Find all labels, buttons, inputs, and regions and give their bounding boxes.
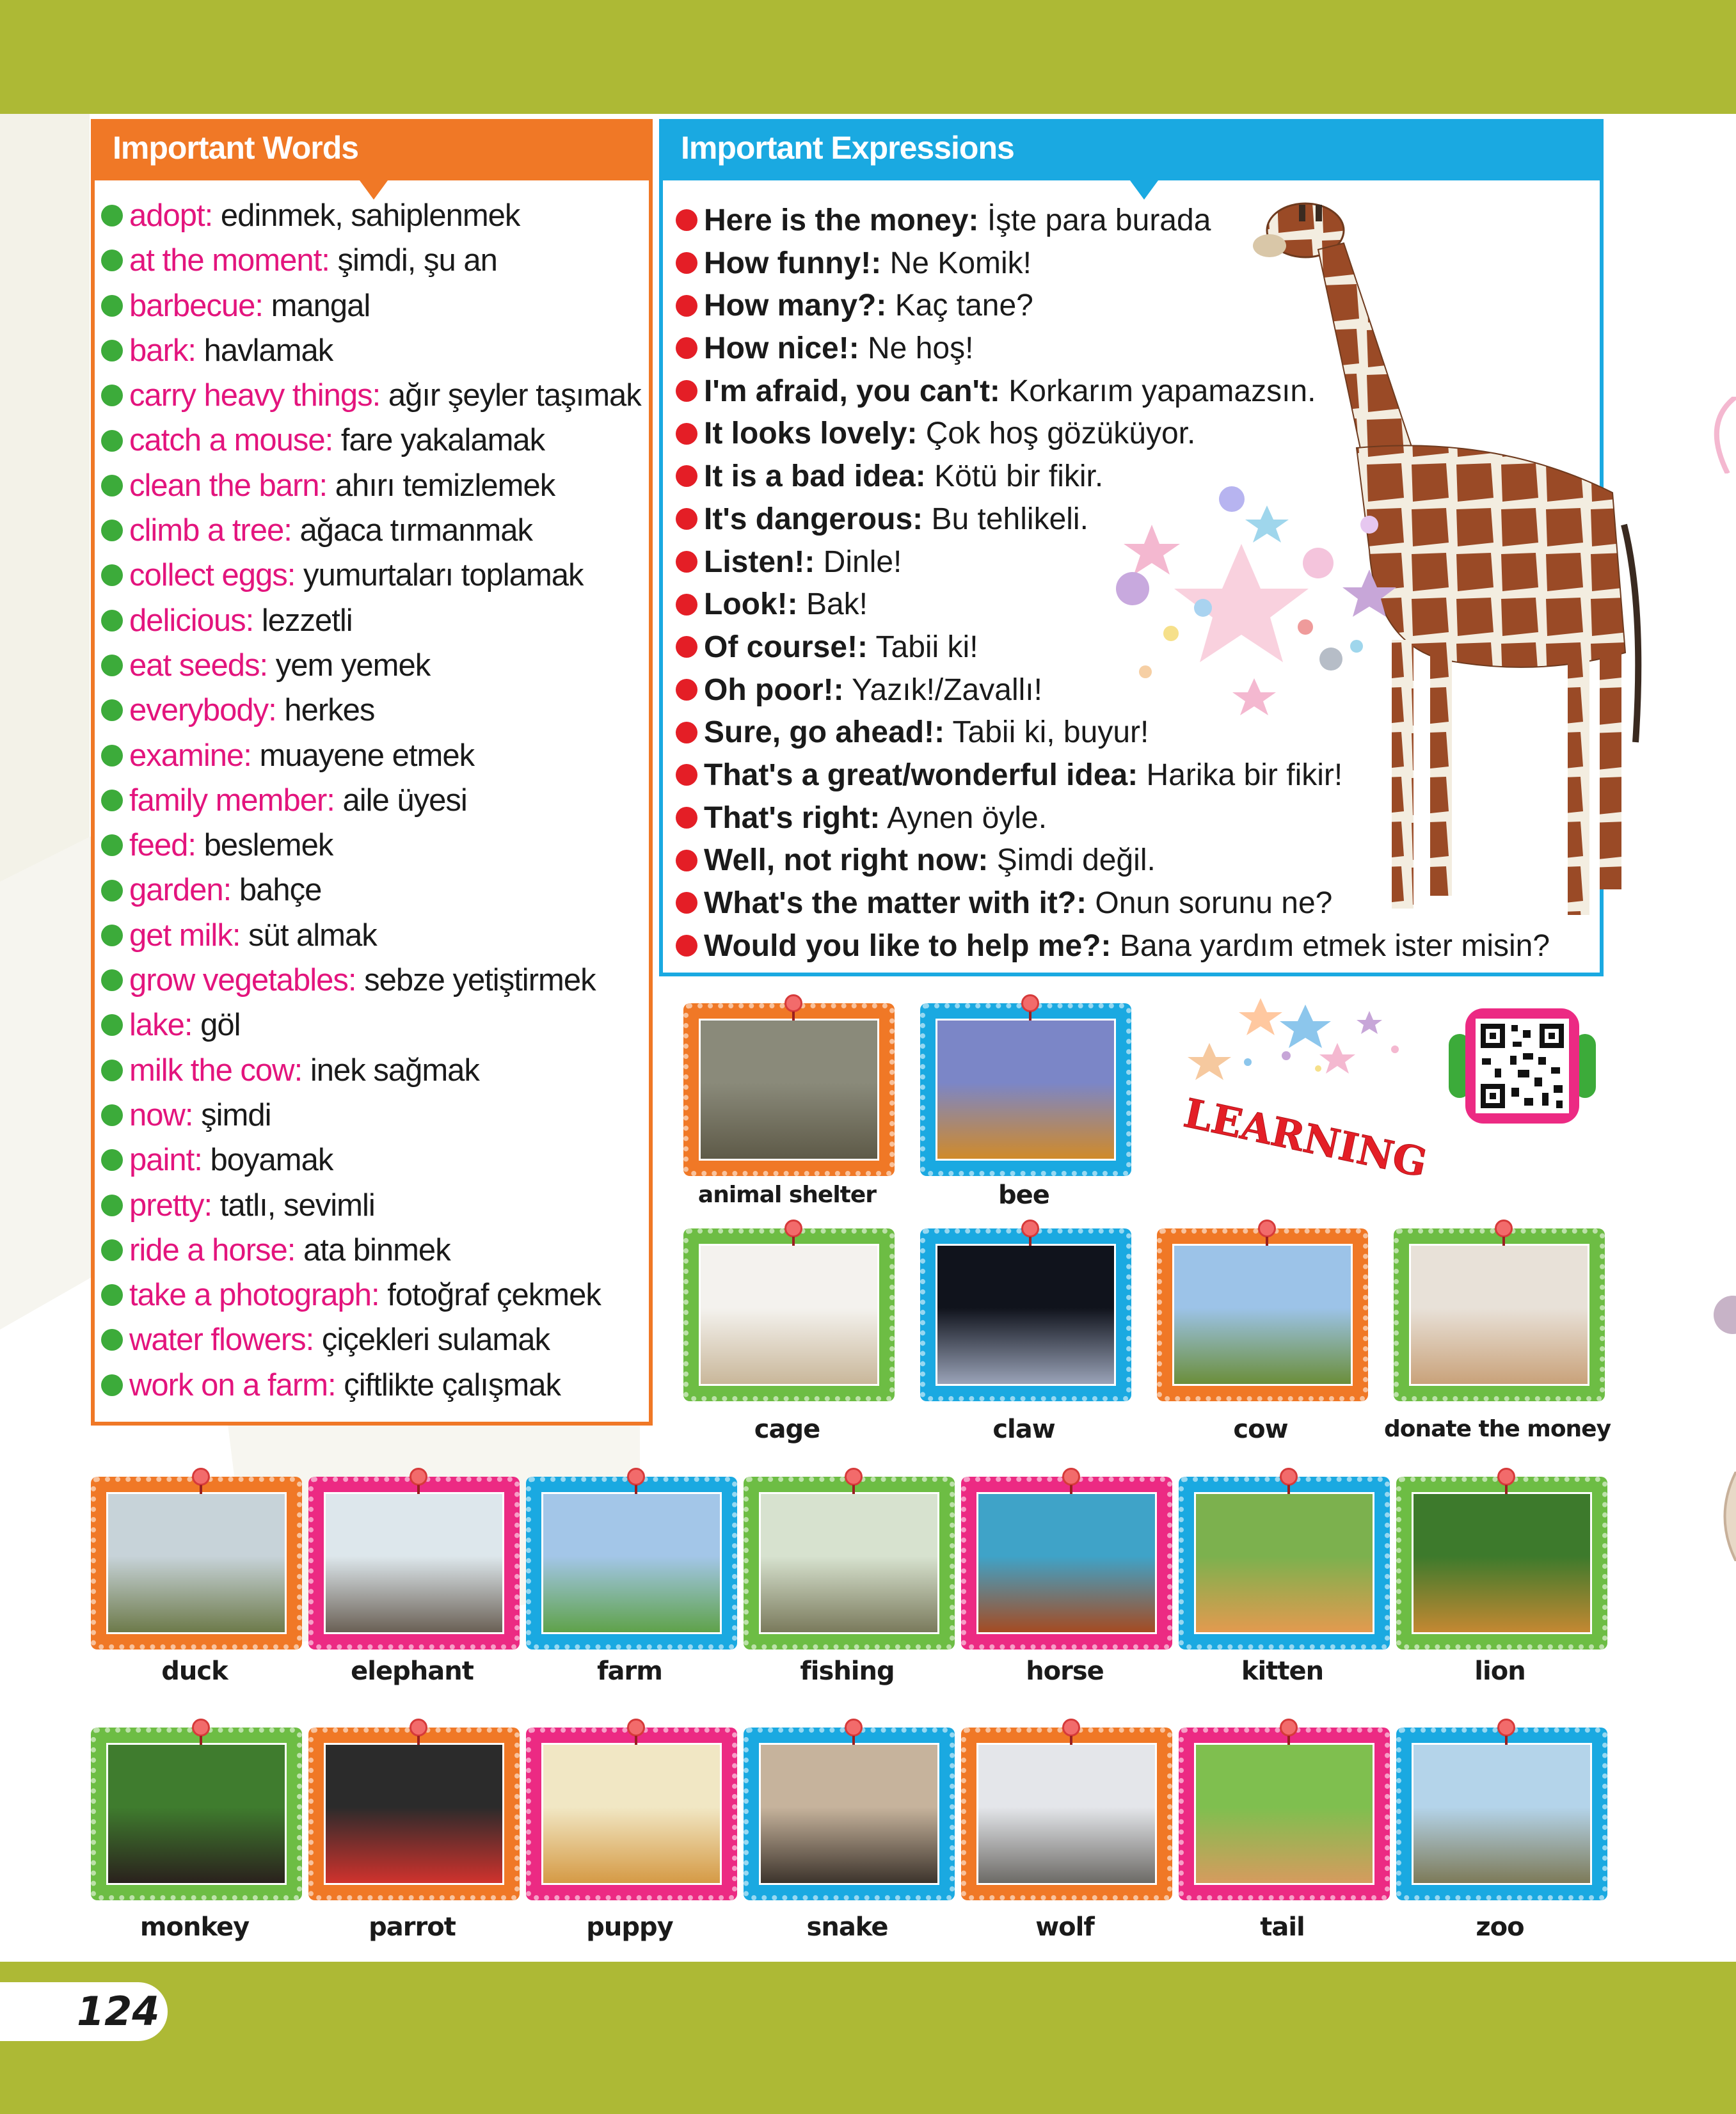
bullet-green-icon [101,1195,123,1216]
expression-meaning: Bu tehlikeli. [931,502,1088,536]
picture-card [1179,1477,1390,1649]
card-label: elephant [351,1657,474,1686]
picture-card [308,1477,520,1649]
picture-card [308,1728,520,1900]
qr-code[interactable] [1449,1008,1596,1124]
word-row [101,1317,651,1362]
word-meaning: ağaca tırmanmak [299,513,533,548]
bullet-green-icon [101,699,123,721]
word-row [101,688,651,733]
pushpin-icon [784,994,802,1012]
word-meaning: çiçekleri sulamak [321,1323,550,1358]
word-term: family member: [129,783,335,818]
word-term: take a photograph: [129,1278,379,1313]
learning-decoration [1139,985,1459,1190]
expression-meaning: Bana yardım etmek ister misin? [1119,928,1550,963]
word-meaning: şimdi, şu an [337,243,497,278]
pushpin-icon [1062,1719,1080,1736]
picture-card [1396,1728,1607,1900]
word-term: carry heavy things: [129,378,381,413]
word-meaning: muayene etmek [259,738,475,773]
card-photo [976,1492,1157,1634]
bullet-green-icon [101,1014,123,1036]
pushpin-icon [1258,1220,1276,1237]
word-term: clean the barn: [129,468,328,503]
word-meaning: sebze yetiştirmek [364,963,596,998]
expression-term: How funny!: [704,246,882,280]
expression-term: Would you like to help me?: [704,928,1111,963]
bullet-red-icon [676,722,697,743]
pushpin-icon [192,1468,210,1486]
expression-term: How many?: [704,289,887,323]
word-term: adopt: [129,198,213,233]
expression-meaning: Ne Komik! [889,246,1031,280]
bullet-green-icon [101,430,123,452]
card-label: tail [1260,1912,1305,1942]
bullet-red-icon [676,892,697,914]
word-row [101,463,651,508]
bullet-red-icon [676,935,697,957]
pushpin-icon [845,1719,863,1736]
important-words-list [101,193,651,1408]
bullet-green-icon [101,1104,123,1126]
bullet-red-icon [676,465,697,487]
bullet-red-icon [676,764,697,786]
picture-card [1179,1728,1390,1900]
bullet-red-icon [676,807,697,829]
word-row [101,238,651,283]
card-label: cage [754,1415,820,1444]
side-decoration-middle [1707,1286,1736,1344]
pushpin-icon [1497,1468,1515,1486]
word-term: bark: [129,333,196,368]
bullet-red-icon [676,679,697,701]
expression-meaning: Kaç tane? [895,289,1033,323]
bullet-green-icon [101,880,123,902]
pushpin-icon [410,1719,427,1736]
pushpin-icon [845,1468,863,1486]
expression-term: Here is the money: [704,203,979,237]
expression-meaning: Dinle! [823,544,902,579]
card-photo [759,1743,939,1885]
word-term: feed: [129,828,196,863]
word-term: garden: [129,873,232,908]
bullet-green-icon [101,925,123,946]
bullet-green-icon [101,834,123,856]
card-label: snake [806,1912,888,1942]
bottom-band [0,1962,1736,2114]
pushpin-icon [1062,1468,1080,1486]
word-meaning: beslemek [203,828,333,863]
pushpin-icon [784,1220,802,1237]
pushpin-icon [410,1468,427,1486]
learning-text: LEARNING [1180,1089,1431,1187]
card-label: puppy [586,1912,673,1942]
card-label: horse [1026,1657,1104,1686]
word-row [101,733,651,778]
expression-meaning: Kötü bir fikir. [934,459,1104,494]
bullet-green-icon [101,610,123,632]
card-label: monkey [139,1912,250,1942]
picture-card [920,1228,1131,1401]
picture-card [744,1728,955,1900]
card-label: animal shelter [697,1182,877,1208]
card-label: parrot [369,1912,456,1942]
bullet-green-icon [101,1374,123,1396]
card-photo [936,1019,1116,1161]
expression-term: It looks lovely: [704,417,918,451]
pushpin-icon [627,1719,645,1736]
bullet-red-icon [676,850,697,871]
bullet-green-icon [101,1284,123,1306]
word-meaning: lezzetli [261,603,353,638]
bullet-red-icon [676,594,697,616]
important-words-title: Important Words [113,130,359,166]
expression-meaning: Çok hoş gözüküyor. [925,417,1196,451]
expression-meaning: Aynen öyle. [887,800,1047,835]
word-meaning: bahçe [239,873,322,908]
card-label: fishing [800,1657,895,1686]
bullet-green-icon [101,745,123,767]
side-decoration-bottom [1714,1472,1736,1561]
bullet-red-icon [676,380,697,402]
expression-meaning: Harika bir fikir! [1146,758,1343,792]
bullet-red-icon [676,337,697,359]
word-meaning: göl [200,1008,241,1043]
word-meaning: mangal [271,288,370,323]
important-words-header [91,119,653,180]
word-row [101,1273,651,1317]
word-meaning: yem yemek [275,648,431,683]
bullet-green-icon [101,1329,123,1351]
pushpin-icon [1280,1468,1298,1486]
word-term: get milk: [129,918,241,953]
bullet-red-icon [676,295,697,317]
bullet-red-icon [676,508,697,530]
expression-row [676,925,1597,968]
picture-card [683,1228,895,1401]
card-photo [1194,1743,1374,1885]
card-label: donate the money [1383,1416,1611,1442]
word-meaning: yumurtaları toplamak [303,558,584,593]
bullet-green-icon [101,475,123,497]
picture-card [1396,1477,1607,1649]
bullet-green-icon [101,1149,123,1171]
word-row [101,1228,651,1273]
word-meaning: fotoğraf çekmek [387,1278,601,1313]
card-photo [541,1743,722,1885]
word-row [101,823,651,868]
bullet-green-icon [101,790,123,811]
page-number: 124 [77,1988,160,2035]
expression-meaning: Ne hoş! [868,331,974,366]
pushpin-icon [1495,1220,1513,1237]
word-term: ride a horse: [129,1232,296,1268]
side-decoration-top [1702,397,1736,473]
expression-term: It's dangerous: [704,502,923,536]
picture-card [1157,1228,1368,1401]
expression-meaning: Yazık!/Zavallı! [852,672,1042,707]
pushpin-icon [1497,1719,1515,1736]
top-band [0,0,1736,114]
word-term: delicious: [129,603,254,638]
card-photo [541,1492,722,1634]
bullet-green-icon [101,1239,123,1261]
card-photo [324,1743,504,1885]
card-label: lion [1474,1657,1525,1686]
expression-term: That's right: [704,800,880,835]
word-term: examine: [129,738,251,773]
word-row [101,1048,651,1093]
expression-term: I'm afraid, you can't: [704,374,1000,408]
pushpin-icon [1021,994,1039,1012]
expression-meaning: Tabii ki, buyur! [952,715,1149,750]
word-meaning: edinmek, sahiplenmek [220,198,520,233]
word-row [101,778,651,823]
word-row [101,508,651,553]
word-meaning: çiftlikte çalışmak [344,1367,561,1403]
card-photo [699,1019,879,1161]
card-photo [106,1492,287,1634]
card-photo [759,1492,939,1634]
card-label: duck [161,1657,228,1686]
card-photo [1412,1492,1592,1634]
word-meaning: fare yakalamak [340,423,545,458]
important-expressions-header [659,119,1604,180]
expression-term: Sure, go ahead!: [704,715,945,750]
picture-card [91,1728,302,1900]
bullet-red-icon [676,636,697,658]
expression-term: Look!: [704,587,798,622]
expression-term: What's the matter with it?: [704,886,1087,920]
card-photo [1412,1743,1592,1885]
word-row [101,1003,651,1047]
word-term: paint: [129,1143,202,1178]
expression-meaning: Bak! [806,587,868,622]
picture-card [920,1003,1131,1176]
card-label: bee [998,1180,1049,1210]
word-term: lake: [129,1008,193,1043]
word-row [101,1363,651,1408]
card-photo [1194,1492,1374,1634]
bullet-red-icon [676,252,697,274]
card-photo [699,1244,879,1386]
word-row [101,193,651,238]
expression-meaning: Şimdi değil. [996,843,1156,878]
word-row [101,418,651,463]
picture-card [683,1003,895,1176]
expression-meaning: Korkarım yapamazsın. [1008,374,1316,408]
card-photo [936,1244,1116,1386]
word-term: barbecue: [129,288,263,323]
picture-card [526,1728,737,1900]
picture-card [91,1477,302,1649]
word-row [101,283,651,328]
word-row [101,643,651,688]
pushpin-icon [627,1468,645,1486]
word-meaning: ağır şeyler taşımak [388,378,641,413]
pushpin-icon [1021,1220,1039,1237]
word-row [101,1138,651,1182]
word-meaning: aile üyesi [342,783,467,818]
word-row [101,958,651,1003]
word-term: water flowers: [129,1323,314,1358]
picture-card [961,1477,1172,1649]
word-meaning: herkes [284,693,375,728]
expression-term: How nice!: [704,331,859,366]
bullet-green-icon [101,250,123,271]
bullet-red-icon [676,209,697,231]
bullet-green-icon [101,1060,123,1081]
word-meaning: süt almak [248,918,377,953]
word-row [101,553,651,598]
bullet-green-icon [101,295,123,317]
card-photo [1409,1244,1589,1386]
word-meaning: ata binmek [303,1232,450,1268]
expression-meaning: Onun sorunu ne? [1095,886,1333,920]
word-term: catch a mouse: [129,423,333,458]
bullet-green-icon [101,655,123,676]
card-label: kitten [1241,1657,1324,1686]
bullet-green-icon [101,340,123,362]
word-meaning: tatlı, sevimli [219,1188,375,1223]
pushpin-icon [1280,1719,1298,1736]
word-row [101,868,651,912]
word-row [101,1093,651,1138]
expression-meaning: Tabii ki! [875,630,978,664]
expression-term: Oh poor!: [704,672,844,707]
expression-term: Well, not right now: [704,843,989,878]
word-term: work on a farm: [129,1367,336,1403]
card-label: cow [1233,1415,1288,1444]
card-photo [976,1743,1157,1885]
expression-term: Listen!: [704,544,815,579]
card-label: farm [597,1657,662,1686]
expression-term: Of course!: [704,630,868,664]
word-term: pretty: [129,1188,212,1223]
card-label: wolf [1035,1912,1094,1942]
word-term: eat seeds: [129,648,268,683]
word-row [101,373,651,418]
word-meaning: ahırı temizlemek [335,468,555,503]
word-term: climb a tree: [129,513,292,548]
picture-card [1394,1228,1605,1401]
word-term: collect eggs: [129,558,296,593]
word-meaning: havlamak [203,333,333,368]
expression-term: It is a bad idea: [704,459,926,494]
word-row [101,598,651,643]
picture-card [961,1728,1172,1900]
card-photo [324,1492,504,1634]
important-expressions-title: Important Expressions [681,130,1014,166]
expression-term: That's a great/wonderful idea: [704,758,1138,792]
bullet-green-icon [101,564,123,586]
word-term: now: [129,1097,193,1132]
card-label: zoo [1476,1912,1524,1942]
word-term: at the moment: [129,243,330,278]
bullet-green-icon [101,969,123,991]
card-photo [106,1743,287,1885]
bullet-green-icon [101,520,123,541]
picture-card [526,1477,737,1649]
important-words-panel [91,119,653,1426]
pushpin-icon [192,1719,210,1736]
word-meaning: inek sağmak [310,1053,479,1088]
stars-decoration [1101,467,1421,736]
card-photo [1172,1244,1353,1386]
bullet-green-icon [101,205,123,226]
picture-card [744,1477,955,1649]
card-label: claw [992,1415,1055,1444]
word-meaning: boyamak [210,1143,333,1178]
word-term: grow vegetables: [129,963,356,998]
word-row [101,913,651,958]
word-term: everybody: [129,693,276,728]
bullet-green-icon [101,385,123,406]
word-row [101,328,651,373]
bullet-red-icon [676,423,697,445]
word-meaning: şimdi [201,1097,271,1132]
bullet-red-icon [676,551,697,573]
word-row [101,1183,651,1228]
word-term: milk the cow: [129,1053,303,1088]
expression-meaning: İşte para burada [987,203,1211,237]
